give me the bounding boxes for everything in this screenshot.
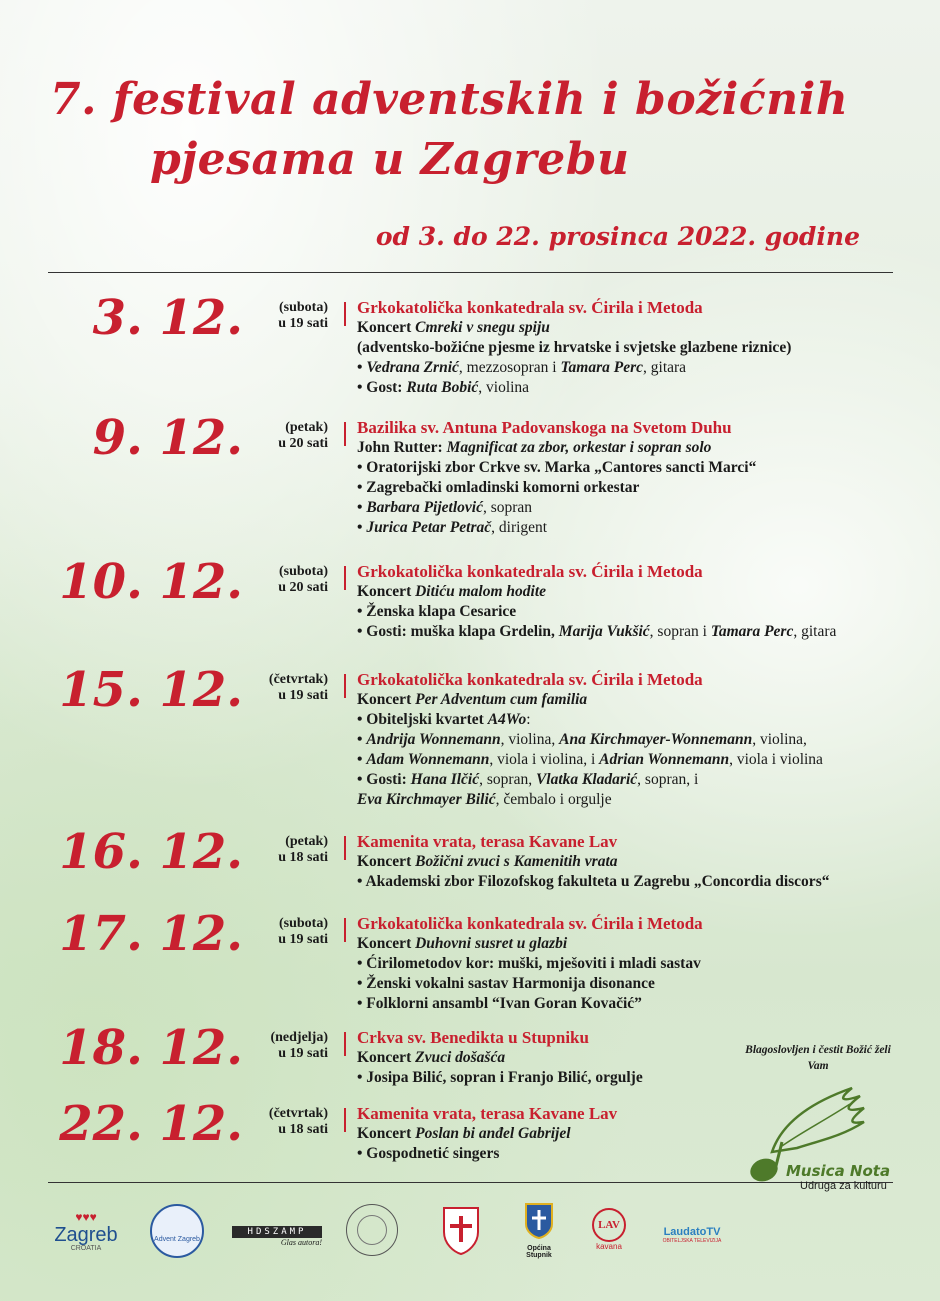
- event-line: • Gost: Ruta Bobić, violina: [357, 379, 530, 396]
- event-line: • Andrija Wonnemann, violina, Ana Kirchmayer-Wonnemann, violina,: [357, 731, 807, 748]
- hearts-icon: ♥♥♥: [75, 1210, 97, 1224]
- event-line: Koncert Božični zvuci s Kamenitih vrata: [357, 853, 618, 870]
- event-divider: [344, 1108, 346, 1132]
- event-line: • Zagrebački omladinski komorni orkestar: [357, 479, 640, 496]
- event-info: [357, 670, 917, 810]
- event-divider: [344, 674, 346, 698]
- event-line: • Gospodnetić singers: [357, 1145, 500, 1162]
- event-when: [278, 834, 328, 866]
- event-venue: Crkva sv. Benedikta u Stupniku: [357, 1028, 589, 1047]
- event-line: Koncert Cmreki v snegu spiju: [357, 319, 550, 336]
- kavana-lav-logo: LAV kavana: [586, 1208, 632, 1251]
- event-line: • Ćirilometodov kor: muški, mješoviti i mladi sastav: [357, 955, 701, 972]
- event-line: • Oratorijski zbor Crkve sv. Marka „Cantores sancti Marci“: [357, 459, 757, 476]
- event-info: [357, 914, 917, 1014]
- event-day: (subota): [278, 916, 328, 931]
- event-date: 16. 12.: [59, 824, 243, 880]
- event-line: • Vedrana Zrnić, mezzosopran i Tamara Perc, gitara: [357, 359, 687, 376]
- event-venue: Bazilika sv. Antuna Padovanskoga na Svetom Duhu: [357, 418, 732, 437]
- event-day: (petak): [285, 834, 328, 849]
- event-line: • Adam Wonnemann, viola i violina, i Adrian Wonnemann, viola i violina: [357, 751, 823, 768]
- event-when: [278, 916, 328, 948]
- event-time: u 19 sati: [278, 932, 328, 947]
- event-line: • Folklorni ansambl “Ivan Goran Kovačić”: [357, 995, 642, 1012]
- greeting: Blagoslovljen i čestit Božić želi Vam: [745, 1044, 891, 1072]
- advent-zagreb-logo: Advent Zagreb: [150, 1204, 204, 1258]
- event-venue: Kamenita vrata, terasa Kavane Lav: [357, 1104, 618, 1123]
- event-time: u 20 sati: [278, 436, 328, 451]
- event-venue: Grkokatolička konkatedrala sv. Ćirila i Metoda: [357, 298, 703, 317]
- event-line: (adventsko-božićne pjesme iz hrvatske i svjetske glazbene riznice): [357, 339, 792, 356]
- opcina-stupnik-logo: Općina Stupnik: [514, 1202, 564, 1259]
- event-day: (četvrtak): [268, 1106, 328, 1121]
- title-line-1: 7. festival adventskih i božićnih: [50, 74, 849, 125]
- event-date: 15. 12.: [59, 662, 243, 718]
- event-line: John Rutter: Magnificat za zbor, orkestar i sopran solo: [357, 439, 712, 456]
- event-divider: [344, 302, 346, 326]
- event-venue: Kamenita vrata, terasa Kavane Lav: [357, 832, 618, 851]
- event-info: [357, 298, 917, 398]
- event-divider: [344, 1032, 346, 1056]
- event-date: 22. 12.: [59, 1096, 243, 1152]
- event-line: Eva Kirchmayer Bilić, čembalo i orgulje: [357, 791, 612, 808]
- event-line: Koncert Duhovni susret u glazbi: [357, 935, 568, 952]
- event-divider: [344, 836, 346, 860]
- event-time: u 18 sati: [278, 850, 328, 865]
- event-date: 17. 12.: [59, 906, 243, 962]
- event-day: (petak): [285, 420, 328, 435]
- event-line: • Josipa Bilić, sopran i Franjo Bilić, orgulje: [357, 1069, 643, 1086]
- event-day: (četvrtak): [268, 672, 328, 687]
- event-when: [278, 564, 328, 596]
- coat-of-arms-icon: [438, 1202, 484, 1256]
- festival-dates: od 3. do 22. prosinca 2022. godine: [375, 222, 860, 251]
- zagreb-logo: ♥♥♥ Zagreb CROATIA: [46, 1210, 126, 1252]
- event-line: Koncert Per Adventum cum familia: [357, 691, 588, 708]
- event-info: [357, 418, 917, 538]
- event-line: • Ženska klapa Cesarice: [357, 603, 517, 620]
- event-line: • Ženski vokalni sastav Harmonija disonance: [357, 975, 655, 992]
- laudato-tv-logo: LaudatoTV OBITELJSKA TELEVIZIJA: [662, 1226, 722, 1244]
- musica-nota-logo: [742, 1082, 902, 1192]
- event-line: • Barbara Pijetlović, sopran: [357, 499, 533, 516]
- event-date: 18. 12.: [59, 1020, 243, 1076]
- event-day: (subota): [278, 300, 328, 315]
- event-venue: Grkokatolička konkatedrala sv. Ćirila i Metoda: [357, 562, 703, 581]
- event-line: • Jurica Petar Petrač, dirigent: [357, 519, 548, 536]
- event-line: • Akademski zbor Filozofskog fakulteta u Zagrebu „Concordia discors“: [357, 873, 830, 890]
- event-when: [278, 300, 328, 332]
- event-time: u 19 sati: [278, 316, 328, 331]
- event-divider: [344, 918, 346, 942]
- event-when: [278, 420, 328, 452]
- event-time: u 20 sati: [278, 580, 328, 595]
- event-venue: Grkokatolička konkatedrala sv. Ćirila i Metoda: [357, 670, 703, 689]
- event-venue: Grkokatolička konkatedrala sv. Ćirila i Metoda: [357, 914, 703, 933]
- event-when: [269, 672, 328, 704]
- event-line: Koncert Poslan bi anđel Gabrijel: [357, 1125, 571, 1142]
- stupnik-shield-icon: [524, 1202, 554, 1240]
- event-info: [357, 562, 917, 642]
- event-time: u 19 sati: [278, 1046, 328, 1061]
- event-date: 3. 12.: [92, 290, 243, 346]
- hds-zamp-logo: HDSZAMP Glas autora!: [232, 1226, 322, 1247]
- event-day: (nedjelja): [270, 1030, 328, 1045]
- event-when: [270, 1030, 328, 1062]
- event-when: [269, 1106, 328, 1138]
- musica-nota-name: Musica Nota: [786, 1162, 891, 1180]
- top-divider: [48, 272, 893, 273]
- title-line-2: pjesama u Zagrebu: [150, 134, 630, 185]
- event-line: • Gosti: muška klapa Grdelin, Marija Vukšić, sopran i Tamara Perc, gitara: [357, 623, 837, 640]
- event-date: 10. 12.: [59, 554, 243, 610]
- event-time: u 18 sati: [278, 1122, 328, 1137]
- event-divider: [344, 422, 346, 446]
- event-line: Koncert Ditiću malom hodite: [357, 583, 547, 600]
- event-time: u 19 sati: [278, 688, 328, 703]
- event-line: • Obiteljski kvartet A4Wo:: [357, 711, 531, 728]
- musica-nota-sub: Udruga za kulturu: [800, 1180, 887, 1192]
- event-divider: [344, 566, 346, 590]
- konkatedrala-seal-icon: [346, 1204, 398, 1256]
- event-line: Koncert Zvuci došašća: [357, 1049, 506, 1066]
- event-line: • Gosti: Hana Ilčić, sopran, Vlatka Kladarić, sopran, i: [357, 771, 699, 788]
- event-info: [357, 832, 917, 892]
- sponsor-logos: [40, 1200, 900, 1270]
- festival-title: [50, 70, 910, 190]
- event-date: 9. 12.: [92, 410, 243, 466]
- event-day: (subota): [278, 564, 328, 579]
